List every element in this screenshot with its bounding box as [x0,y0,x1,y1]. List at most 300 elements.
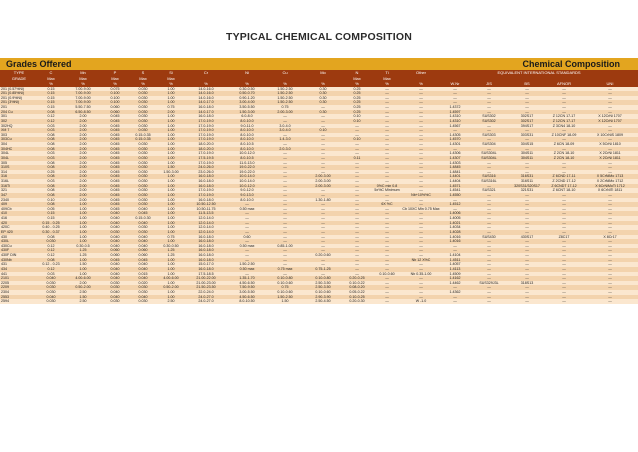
table-cell: — [266,262,304,267]
table-cell: 4.00-6.00 [64,276,102,281]
table-cell: — [440,244,470,249]
table-cell: 1.4016 [440,235,470,240]
table-cell: — [304,133,342,138]
table-cell: 0.10 [304,128,342,133]
table-cell: — [342,184,372,189]
grade-cell: 2209 [0,285,38,290]
table-cell: — [546,295,582,300]
table-cell: — [372,100,402,105]
table-cell: 0.045 [102,128,128,133]
table-cell: 0.030 [128,110,158,115]
table-cell: 0.030 [128,202,158,207]
table-cell: 16.0-18.0 [184,267,228,272]
table-cell: — [508,262,546,267]
table-cell: Z 12CN 17-17 [546,119,582,124]
table-cell: 1.25 [64,253,102,258]
table-cell: 1.00 [158,216,184,221]
table-cell: — [470,216,508,221]
table-cell: — [402,248,440,253]
table-cell: — [470,299,508,304]
table-cell: — [372,211,402,216]
table-cell: 1.00 [64,211,102,216]
table-cell: 6.0-8.0 [228,114,266,119]
table-cell: 1.00 [158,207,184,212]
table-cell: — [470,272,508,277]
table-cell: 1.00 [158,295,184,300]
table-cell: 316S31 [508,174,546,179]
table-cell: 8.0-10.0 [228,119,266,124]
table-cell: — [508,91,546,96]
table-cell: 1.50-2.50 [266,100,304,105]
grade-cell: 431 [0,262,38,267]
table-cell: — [372,221,402,226]
table-cell: 1.4401 [440,174,470,179]
table-cell: — [440,285,470,290]
table-cell: 0.030 [128,290,158,295]
table-cell: 12.0-14.0 [184,216,228,221]
table-cell: 1.00 [158,161,184,166]
table-cell: 1.00 [64,258,102,263]
table-cell: — [304,248,342,253]
table-cell: — [372,235,402,240]
table-cell: 1.50-3.00 [228,110,266,115]
table-cell: 2.00 [64,114,102,119]
table-cell: 17.0-19.0 [184,137,228,142]
table-cell: X 8Cr17 [582,235,638,240]
table-cell: 2.00 [64,133,102,138]
table-cell: — [402,142,440,147]
table-cell: 2.50 [64,290,102,295]
table-cell: — [342,258,372,263]
table-cell: 0.045 [102,170,128,175]
table-cell: — [582,137,638,142]
column-header: Si [158,70,184,76]
table-cell: — [342,142,372,147]
grade-cell: 2594 [0,299,38,304]
table-cell: — [372,295,402,300]
table-cell: — [402,174,440,179]
table-cell: 0.03 [38,128,64,133]
table-cell: X 2CrNiMo 1712 [582,179,638,184]
grade-cell: 204 Cu [0,110,38,115]
table-cell: — [342,225,372,230]
grade-cell: 347 [0,193,38,198]
grade-cell: 316 [0,174,38,179]
table-cell: 16.0-18.0 [184,248,228,253]
grade-cell: 430Nb [0,258,38,263]
table-cell: Nb 12 X%C [402,258,440,263]
table-cell: — [372,174,402,179]
table-cell: — [508,193,546,198]
table-cell: 0.030 [128,174,158,179]
table-cell: 0.15-0.35 [128,137,158,142]
table-cell: 0.030 [128,184,158,189]
table-cell: 0.15 [38,216,64,221]
table-cell: — [372,128,402,133]
table-cell: 0.030 [128,114,158,119]
column-header: EQUIVALENT INTERNATIONAL STANDARDS [440,70,638,76]
column-subheader: Max [38,76,64,82]
table-cell: 0.060 [102,110,128,115]
table-cell: Cb 10XC Min 0.75 Max [402,206,440,211]
table-cell: — [402,133,440,138]
table-cell: — [266,235,304,240]
table-cell: 4.00-6.00 [158,276,184,281]
table-cell: 0.045 [102,147,128,152]
table-cell: 8.0-10.5 [228,156,266,161]
table-cell: — [372,133,402,138]
table-cell: 2.00 [64,184,102,189]
table-cell: — [228,258,266,263]
table-cell: — [508,239,546,244]
table-cell: 1.00 [158,272,184,277]
table-cell: 15.0-17.0 [184,262,228,267]
table-cell: 0.08-0.20 [342,285,372,290]
table-cell: — [342,133,372,138]
grade-cell: 303Cu [0,137,38,142]
table-cell: 17.0-19.0 [184,188,228,193]
table-cell: 0.08 [38,133,64,138]
grade-cell: 430F DIN [0,253,38,258]
grade-cell: 314 [0,170,38,175]
table-cell: — [582,216,638,221]
table-cell: 0.15 [38,100,64,105]
table-cell: — [582,295,638,300]
table-cell: — [470,128,508,133]
table-cell: 1.50-2.50 [266,91,304,96]
table-cell: — [508,225,546,230]
table-cell: — [402,128,440,133]
table-cell: — [440,96,470,101]
table-cell: 4.50-6.50 [228,295,266,300]
column-header: C [38,70,64,76]
table-cell: 0.045 [102,258,128,263]
table-cell: — [228,221,266,226]
column-unit-header: BS [508,81,546,87]
table-cell: 0.10-0.80 [266,276,304,281]
table-cell: 0.08 [38,193,64,198]
table-cell: 0.045 [102,207,128,212]
table-cell: — [582,198,638,203]
grade-cell: 430F [0,248,38,253]
table-cell: — [304,216,342,221]
table-cell: 1.4028 [440,230,470,235]
table-cell: — [266,202,304,207]
grade-cell: 201 [0,105,38,110]
table-cell: — [342,248,372,253]
table-cell: — [546,299,582,304]
table-cell: 1.4550 [440,193,470,198]
table-cell: — [546,87,582,92]
table-cell: — [304,239,342,244]
table-cell: 1.4567 [440,124,470,129]
table-cell: 16.0-18.0 [184,244,228,249]
grade-cell: 441 [0,272,38,277]
table-cell: — [372,96,402,101]
table-cell: 0.12 [38,248,64,253]
table-cell: — [402,91,440,96]
table-cell: 0.045 [128,258,158,263]
table-cell: — [546,211,582,216]
table-row [0,299,638,304]
table-cell: — [470,198,508,203]
table-cell: 0.75 [266,105,304,110]
table-cell: 0.040 [128,235,158,240]
table-cell: — [546,230,582,235]
table-cell: 0.030 [102,299,128,304]
column-unit-header: % [128,81,158,87]
grade-cell: 430Cu [0,244,38,249]
table-cell: 2.00 [64,147,102,152]
table-cell: — [266,239,304,244]
table-cell: — [470,262,508,267]
table-cell: — [440,198,470,203]
table-cell: 2.00-3.00 [304,174,342,179]
table-cell: X 2CrNi 1811 [582,151,638,156]
table-cell: 0.90-1.20 [228,96,266,101]
column-unit-header: % [38,81,64,87]
table-cell: 14.0-16.0 [184,91,228,96]
table-cell: 0.030 [102,230,128,235]
grade-cell: 430 [0,235,38,240]
table-cell: — [582,244,638,249]
table-cell: — [342,262,372,267]
table-cell: 1.00 [158,96,184,101]
table-cell: 1.00 [158,174,184,179]
table-cell: 1.4021 [440,221,470,226]
table-cell: 0.040 [128,276,158,281]
table-cell: — [372,216,402,221]
table-cell: 1.4362 [440,290,470,295]
table-cell: — [372,276,402,281]
table-cell: 0.08 [38,188,64,193]
table-cell: — [582,248,638,253]
table-cell: — [402,262,440,267]
table-cell: 0.15 [38,105,64,110]
table-cell: — [546,110,582,115]
table-cell: 303S31 [508,133,546,138]
table-cell: — [546,281,582,286]
table-cell: — [304,221,342,226]
table-cell: 0.25 [342,91,372,96]
table-cell: 0.10-0.80 [304,276,342,281]
table-cell: 0.030 [128,147,158,152]
table-cell: 1.00 [64,216,102,221]
table-cell: — [582,96,638,101]
table-cell: — [470,124,508,129]
table-cell: — [402,156,440,161]
table-cell: 0.50-2.00 [64,285,102,290]
table-cell: — [508,221,546,226]
table-cell: 0.030 [128,96,158,101]
grade-cell: XM 7 [0,128,38,133]
table-cell: 1.4310 [440,114,470,119]
table-cell: 0.75 [158,235,184,240]
table-cell: — [304,207,342,212]
table-cell: 0.30 [304,91,342,96]
table-cell: 10.0-14.0 [228,179,266,184]
table-cell: 0.10 [342,137,372,142]
table-cell: 0.030 [128,188,158,193]
table-cell: — [582,207,638,212]
table-cell: 0.060 [102,105,128,110]
table-cell: 0.15 [38,91,64,96]
table-cell: — [402,281,440,286]
table-cell: — [582,299,638,304]
table-cell: — [342,198,372,203]
table-cell: 1.00 [64,230,102,235]
table-cell: — [508,285,546,290]
table-cell: — [372,110,402,115]
table-cell: — [470,100,508,105]
column-subheader: Max [158,76,184,82]
column-unit-header: % [342,81,372,87]
table-header [0,70,638,87]
table-cell: — [470,137,508,142]
table-cell: 0.30 [304,96,342,101]
table-cell: 0.100 [102,100,128,105]
table-cell: 2.00 [64,174,102,179]
table-cell: 1.00 [158,142,184,147]
table-cell: — [402,225,440,230]
table-cell: 0.030 [128,100,158,105]
table-cell: 2.00 [64,142,102,147]
table-cell: 1.00 [64,239,102,244]
table-cell: — [470,207,508,212]
table-cell: X 6CrNiMoTi 1712 [582,184,638,189]
table-cell: — [372,299,402,304]
table-cell: 0.030 [128,119,158,124]
table-cell: 0.030 [128,142,158,147]
table-cell: 1.4301 [440,142,470,147]
column-header: Cr [184,70,228,76]
table-cell: — [372,258,402,263]
table-cell: — [470,295,508,300]
table-cell: 1.4462 [440,281,470,286]
table-cell: 1.00 [64,235,102,240]
table-cell: 18.0-20.0 [184,142,228,147]
table-cell: 0.25 [342,100,372,105]
table-cell: — [372,156,402,161]
table-cell: 1.00 [158,87,184,92]
table-cell: 5x%C Minimum [372,188,402,193]
table-cell: — [508,216,546,221]
table-cell: — [342,221,372,226]
table-cell: — [508,147,546,152]
table-cell: 16.0-18.0 [184,258,228,263]
table-cell: — [508,87,546,92]
table-cell: 0.20-0.30 [342,299,372,304]
table-cell: 0.045 [102,198,128,203]
table-cell: 7.00-9.00 [64,87,102,92]
table-cell: 0.040 [102,276,128,281]
table-cell: — [372,248,402,253]
table-cell: — [508,295,546,300]
column-unit-header: % [304,81,342,87]
table-cell: 17.0-19.0 [184,133,228,138]
table-cell: 1.4006 [440,211,470,216]
table-cell: 1.25 [64,248,102,253]
table-cell: 1.00 [158,258,184,263]
table-cell: — [470,91,508,96]
table-cell: 2.00 [64,188,102,193]
table-cell: — [342,165,372,170]
table-cell: — [508,211,546,216]
table-cell: 11.5-13.5 [184,211,228,216]
table-cell: 2.00 [64,161,102,166]
column-subheader: Max [128,76,158,82]
grade-cell: 301 [0,114,38,119]
table-cell: 2.00 [64,281,102,286]
table-cell: — [508,267,546,272]
table-cell: 1.4511 [440,258,470,263]
table-cell: 0.40 - 0.25 [38,225,64,230]
table-cell: — [582,262,638,267]
table-cell: 1.50-2.50 [228,262,266,267]
table-cell: — [228,211,266,216]
table-cell: 0.15 [38,211,64,216]
table-cell: 2.00 [64,165,102,170]
table-cell: 1.4307 [440,156,470,161]
table-cell: 1.4541 [440,188,470,193]
table-cell: 0.045 [102,137,128,142]
table-cell: — [546,258,582,263]
table-cell: — [546,221,582,226]
column-unit-header: JIS [470,81,508,87]
table-cell: — [402,230,440,235]
table-cell: — [402,114,440,119]
page-title: TYPICAL CHEMICAL COMPOSITION [225,31,413,43]
table-cell: 8.0-10.0 [228,137,266,142]
table-cell: 1.4845 [440,165,470,170]
table-cell: 17.0-19.0 [184,124,228,129]
table-cell: 10.0-14.0 [228,174,266,179]
table-cell: — [546,170,582,175]
table-cell: 8.0-10.0 [228,133,266,138]
table-cell: 0.10 [342,119,372,124]
table-cell: 0.85-1.00 [266,244,304,249]
table-cell: — [266,179,304,184]
table-cell: 7.00-9.00 [64,96,102,101]
table-cell: 8.0-10.0 [228,198,266,203]
grade-cell: 316L [0,179,38,184]
table-cell: 0.030 [128,165,158,170]
table-cell: 0.030 [102,281,128,286]
table-cell: 0.05 [38,207,64,212]
table-cell: W -1.0 [402,299,440,304]
grade-cell: 2304 [0,290,38,295]
table-cell: — [402,87,440,92]
table-cell: 0.040 [102,239,128,244]
table-cell: — [228,202,266,207]
table-cell: 7.00-9.00 [64,100,102,105]
table-cell: 304S11 [508,156,546,161]
table-cell: 0.50 max [228,244,266,249]
table-cell: — [508,230,546,235]
table-cell: 0.030 [128,299,158,304]
column-header: P [102,70,128,76]
table-cell: — [266,225,304,230]
table-cell: — [402,124,440,129]
table-cell: — [546,91,582,96]
table-cell: 0.50 max [228,267,266,272]
table-cell: 304S15 [508,142,546,147]
table-cell: 1.25 [158,253,184,258]
table-cell: 0.60 [228,235,266,240]
table-cell: 0.08 [38,258,64,263]
table-cell: — [228,248,266,253]
table-cell: Z 12CN 17-17 [546,114,582,119]
